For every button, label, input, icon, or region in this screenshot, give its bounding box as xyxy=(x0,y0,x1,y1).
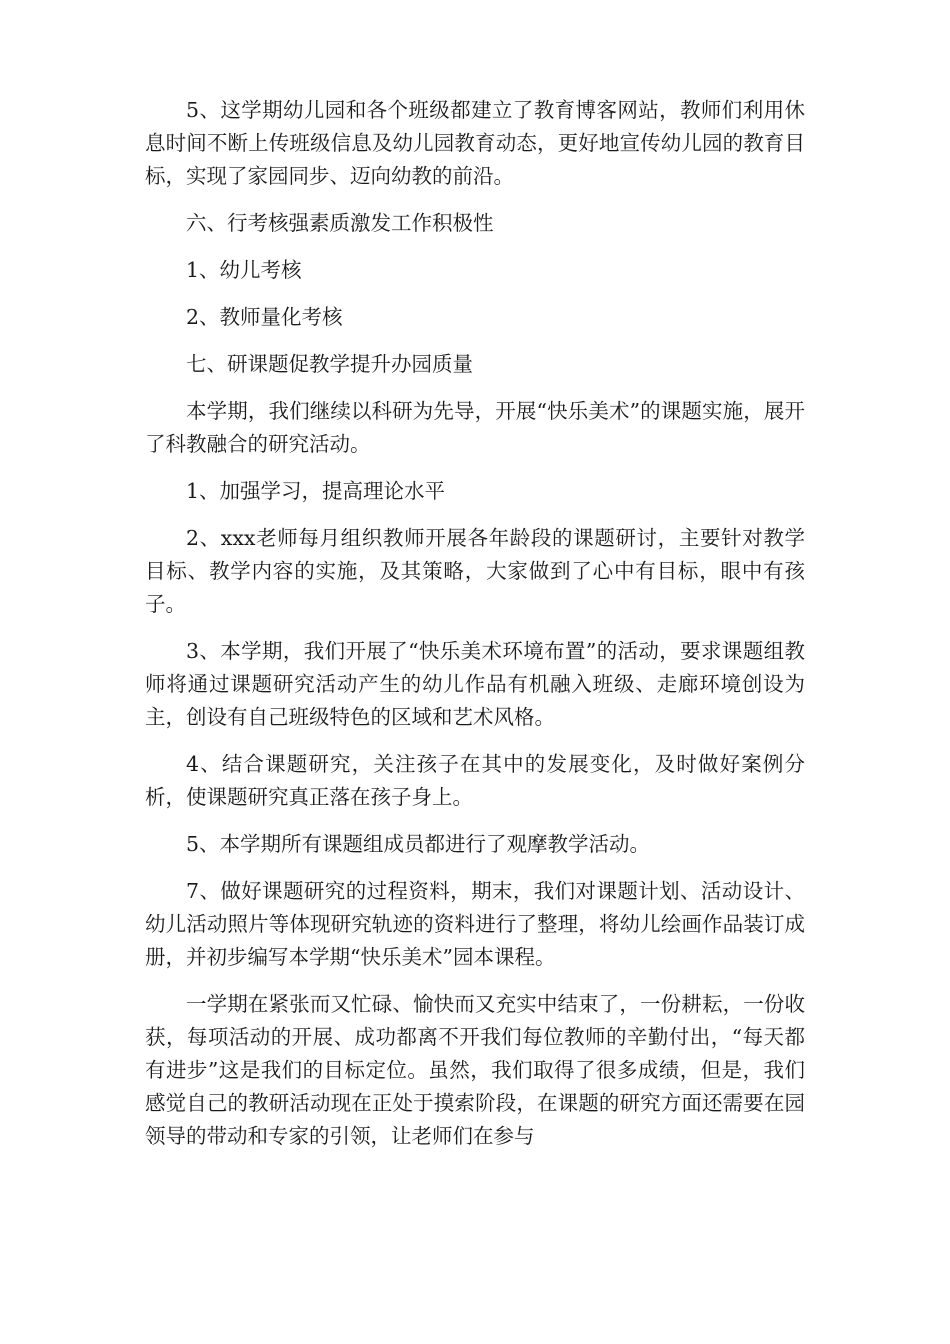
item-study-theory: 1、加强学习，提高理论水平 xyxy=(186,479,446,503)
heading-section-six: 六、行考核强素质激发工作积极性 xyxy=(186,211,494,235)
paragraph-blog-websites: 5、这学期幼儿园和各个班级都建立了教育博客网站，教师们利用休息时间不断上传班级信息及幼儿园教育动态，更好地宣传幼儿园的教育目标，实现了家园同步、迈向幼教的前沿。 xyxy=(145,98,805,188)
paragraph-semester-summary: 一学期在紧张而又忙碌、愉快而又充实中结束了，一份耕耘，一份收获，每项活动的开展、成功都离不开我们每位教师的辛勤付出，“每天都有进步”这是我们的目标定位。虽然，我们取得了很多成绩，但是，我们感觉自己的教研活动现在正处于摸索阶段，在课题的研究方面还需要在园领导的带动和专家的引领，让老师们在参与 xyxy=(145,992,805,1148)
heading-section-seven: 七、研课题促教学提升办园质量 xyxy=(186,352,473,376)
item-teacher-assessment: 2、教师量化考核 xyxy=(186,305,343,329)
document-page xyxy=(145,94,805,1167)
item-environment-layout: 3、本学期，我们开展了“快乐美术环境布置”的活动，要求课题组教师将通过课题研究活动产生的幼儿作品有机融入班级、走廊环境创设为主，创设有自己班级特色的区域和艺术风格。 xyxy=(145,639,805,729)
item-observation-teaching: 5、本学期所有课题组成员都进行了观摩教学活动。 xyxy=(186,832,651,856)
item-case-analysis: 4、结合课题研究，关注孩子在其中的发展变化，及时做好案例分析，使课题研究真正落在孩子身上。 xyxy=(145,752,805,809)
item-monthly-seminar: 2、xxx老师每月组织教师开展各年龄段的课题研讨，主要针对教学目标、教学内容的实施，及其策略，大家做到了心中有目标，眼中有孩子。 xyxy=(145,526,805,616)
paragraph-research-intro: 本学期，我们继续以科研为先导，开展“快乐美术”的课题实施，展开了科教融合的研究活动。 xyxy=(145,399,805,456)
item-child-assessment: 1、幼儿考核 xyxy=(186,258,302,282)
item-research-materials: 7、做好课题研究的过程资料，期末，我们对课题计划、活动设计、幼儿活动照片等体现研究轨迹的资料进行了整理，将幼儿绘画作品装订成册，并初步编写本学期“快乐美术”园本课程。 xyxy=(145,879,805,969)
